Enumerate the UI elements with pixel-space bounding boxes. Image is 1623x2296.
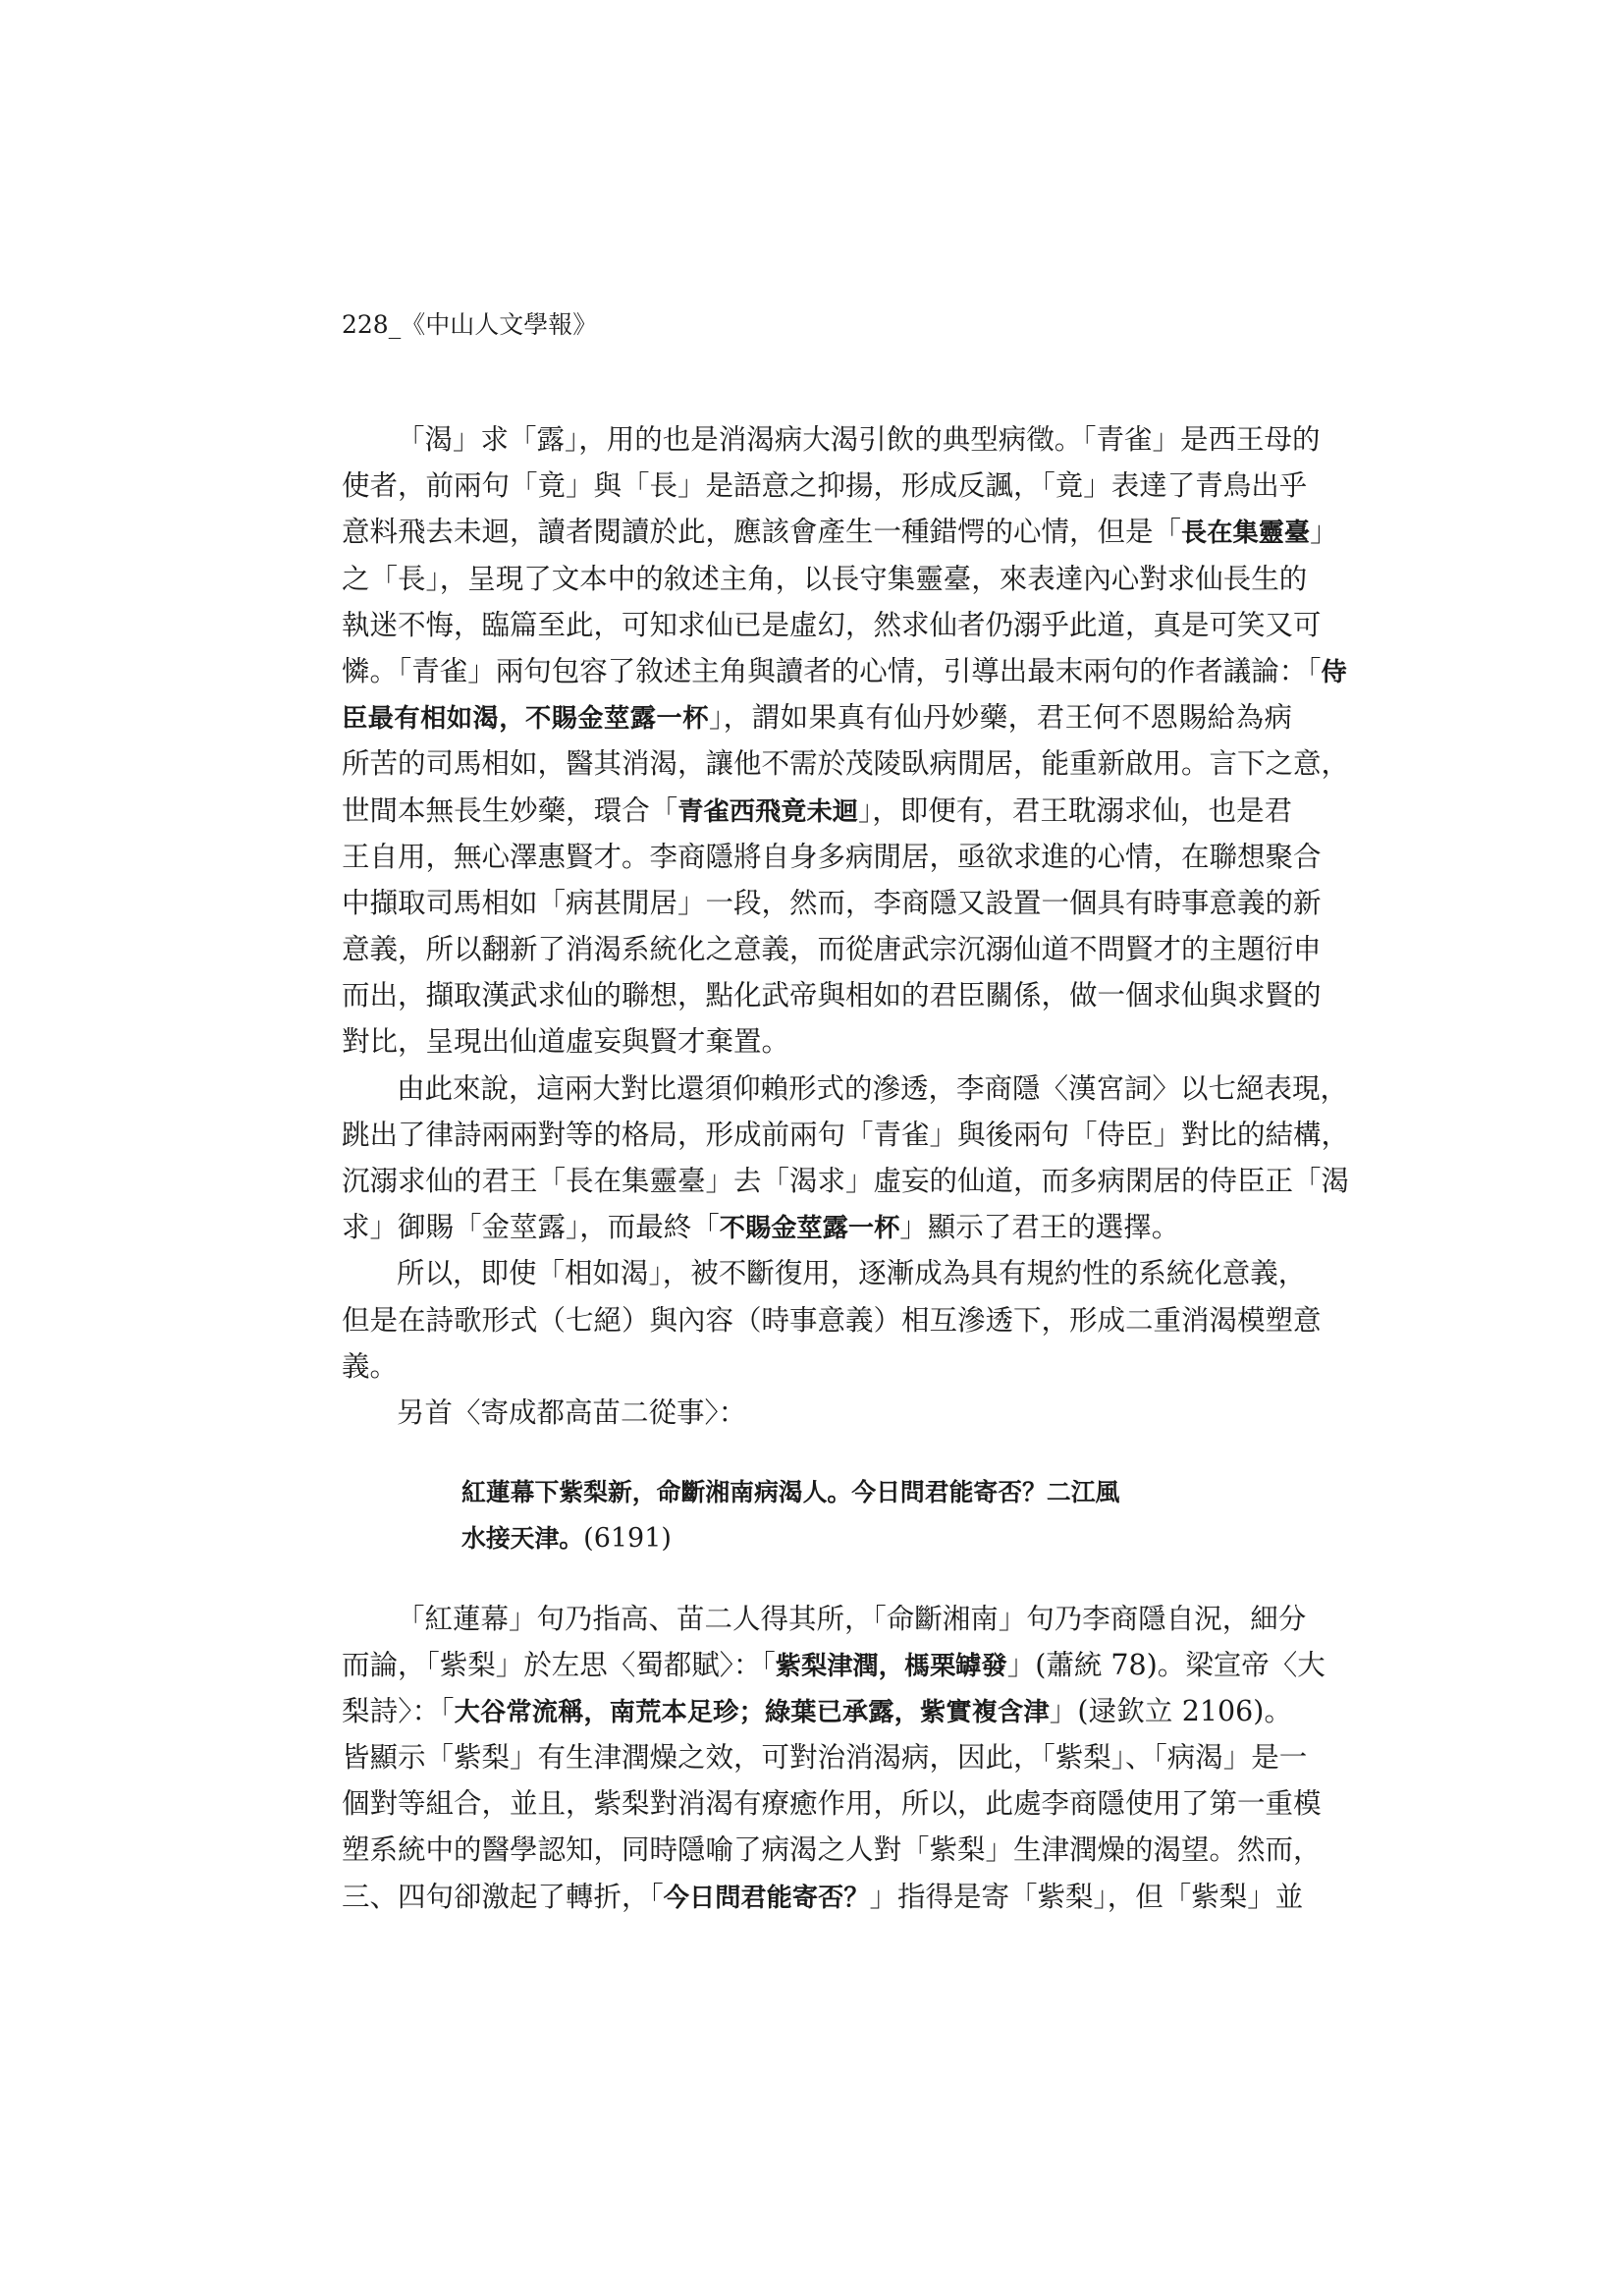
- text-run: 求」御賜「金莖露」，而最終「: [342, 1211, 720, 1244]
- text-run: 」，即便有，君王耽溺求仙，也是君: [857, 793, 1292, 827]
- text-run: 」顯示了君王的選擇。: [899, 1211, 1180, 1244]
- text-line: [342, 1874, 1304, 1920]
- text-run: 而出，擷取漢武求仙的聯想，點化武帝與相如的君臣關係，做一個求仙與求賢的: [342, 979, 1322, 1012]
- text-run: 但是在詩歌形式（七絕）與內容（時事意義）相互滲透下，形成二重消渴模塑意: [342, 1303, 1322, 1337]
- text-run: 王自用，無心澤惠賢才。李商隱將自身多病閒居，亟欲求進的心情，在聯想聚合: [342, 840, 1322, 873]
- running-header: 228_《中山人文學報》: [342, 310, 598, 339]
- text-line: [342, 1297, 1322, 1343]
- text-line: [342, 1390, 1292, 1436]
- quote-line: [342, 1469, 1292, 1515]
- text-run: 憐。「青雀」兩句包容了敘述主角與讀者的心情，引導出最末兩句的作者議論：「: [342, 654, 1322, 687]
- quoted-text: 不賜金莖露一杯: [719, 1214, 900, 1244]
- text-run: 意義，所以翻新了消渴系統化之意義，而從唐武宗沉溺仙道不問賢才的主題衍申: [342, 933, 1322, 966]
- text-line: [342, 556, 1308, 602]
- text-line: [342, 1343, 1292, 1390]
- text-line: [342, 1734, 1308, 1780]
- text-line: [342, 1018, 1292, 1065]
- text-line: [342, 509, 1338, 555]
- text-run: 中擷取司馬相如「病甚閒居」一段，然而，李商隱又設置一個具有時事意義的新: [342, 886, 1322, 919]
- text-line: [342, 1780, 1322, 1827]
- text-line: [342, 788, 1292, 834]
- text-run: 所以，即使「相如渴」，被不斷復用，逐漸成為具有規約性的系統化意義，: [397, 1257, 1307, 1290]
- text-line: [342, 1642, 1325, 1688]
- text-run: 而論，「紫梨」於左思〈蜀都賦〉：「: [342, 1648, 776, 1681]
- text-line: [342, 1688, 1292, 1734]
- text-line: [342, 740, 1350, 787]
- paragraph-1: [342, 416, 1350, 1066]
- text-run: 所苦的司馬相如，醫其消渴，讓他不需於茂陵臥病閒居，能重新啟用。言下之意，: [342, 747, 1350, 781]
- spacer: [342, 1436, 1292, 1469]
- article-body: [342, 416, 1350, 1920]
- quoted-text: 長在集靈臺: [1181, 519, 1311, 549]
- quoted-text: 紫梨津潤，榪栗罅發: [775, 1651, 1007, 1681]
- text-line: [342, 1112, 1350, 1158]
- text-run: 沉溺求仙的君王「長在集靈臺」去「渴求」虛妄的仙道，而多病閑居的侍臣正「渴: [342, 1165, 1350, 1197]
- text-run: 對比，呈現出仙道虛妄與賢才棄置。: [342, 1025, 790, 1059]
- text-line: [342, 463, 1308, 509]
- quoted-text: 水接天津。: [461, 1524, 584, 1554]
- text-run: 」指得是寄「紫梨」，但「紫梨」並: [869, 1880, 1304, 1913]
- poem-quote: [342, 1469, 1292, 1561]
- quoted-text: 紅蓮幕下紫梨新，命斷湘南病渴人。今日問君能寄否？二江風: [461, 1478, 1120, 1507]
- text-run: 義。: [342, 1349, 399, 1383]
- text-line: [342, 1827, 1322, 1873]
- text-line: [342, 1066, 1349, 1112]
- text-run: 之「長」，呈現了文本中的敘述主角，以長守集靈臺，來表達內心對求仙長生的: [342, 562, 1308, 595]
- spacer: [342, 1562, 1292, 1596]
- text-run: 意料飛去未迴，讀者閱讀於此，應該會產生一種錯愕的心情，但是「: [342, 516, 1182, 549]
- paragraph-4: [342, 1390, 1292, 1436]
- text-run: 跳出了律詩兩兩對等的格局，形成前兩句「青雀」與後兩句「侍臣」對比的結構，: [342, 1118, 1350, 1151]
- text-run: (6191): [583, 1523, 672, 1555]
- text-run: 由此來說，這兩大對比還須仰賴形式的滲透，李商隱〈漢宮詞〉以七絕表現，: [397, 1071, 1349, 1105]
- text-line: [342, 834, 1322, 880]
- quoted-text: 青雀西飛竟未迴: [677, 796, 858, 827]
- paragraph-3: [342, 1250, 1322, 1390]
- text-run: 世間本無長生妙藥，環合「: [342, 793, 678, 827]
- text-run: 「紅蓮幕」句乃指高、苗二人得其所，「命斷湘南」句乃李商隱自況，細分: [397, 1602, 1307, 1635]
- quoted-text: 今日問君能寄否？: [663, 1883, 870, 1913]
- text-run: 個對等組合，並且，紫梨對消渴有療癒作用，所以，此處李商隱使用了第一重模: [342, 1787, 1322, 1821]
- paragraph-5: [342, 1596, 1325, 1920]
- quoted-text: 臣最有相如渴，不賜金莖露一杯: [342, 704, 709, 735]
- text-run: 」(逯欽立 2106)。: [1049, 1694, 1293, 1727]
- text-run: 「渴」求「露」，用的也是消渴病大渴引飲的典型病徵。「青雀」是西王母的: [397, 423, 1321, 456]
- text-run: 」，謂如果真有仙丹妙藥，君王何不恩賜給為病: [708, 701, 1292, 735]
- text-run: 三、四句卻激起了轉折，「: [342, 1880, 664, 1913]
- text-line: [342, 1596, 1307, 1642]
- text-line: [342, 1250, 1307, 1296]
- text-line: [342, 694, 1292, 740]
- text-run: 使者，前兩句「竟」與「長」是語意之抑揚，形成反諷，「竟」表達了青鳥出乎: [342, 469, 1308, 503]
- text-line: [342, 972, 1322, 1018]
- text-line: [342, 880, 1322, 926]
- text-line: [342, 416, 1321, 463]
- text-run: 」: [1310, 516, 1338, 549]
- paragraph-2: [342, 1066, 1350, 1251]
- text-line: [342, 926, 1322, 972]
- quoted-text: 大谷常流稱，南荒本足珍；綠葉已承露，紫實複含津: [454, 1697, 1050, 1727]
- text-line: [342, 1158, 1350, 1204]
- text-run: 梨詩〉：「: [342, 1694, 455, 1727]
- text-run: 塑系統中的醫學認知，同時隱喻了病渴之人對「紫梨」生津潤燥的渴望。然而，: [342, 1833, 1322, 1867]
- quote-line: [342, 1515, 1292, 1561]
- text-line: [342, 1204, 1292, 1250]
- quoted-text: 侍: [1321, 657, 1347, 687]
- text-run: 另首〈寄成都高苗二從事〉：: [397, 1395, 747, 1429]
- text-run: 」(蕭統 78)。梁宣帝〈大: [1006, 1648, 1325, 1681]
- text-run: 皆顯示「紫梨」有生津潤燥之效，可對治消渴病，因此，「紫梨」、「病渴」是一: [342, 1741, 1308, 1775]
- text-line: [342, 648, 1347, 694]
- text-line: [342, 602, 1322, 648]
- text-run: 執迷不悔，臨篇至此，可知求仙已是虛幻，然求仙者仍溺乎此道，真是可笑又可: [342, 608, 1322, 641]
